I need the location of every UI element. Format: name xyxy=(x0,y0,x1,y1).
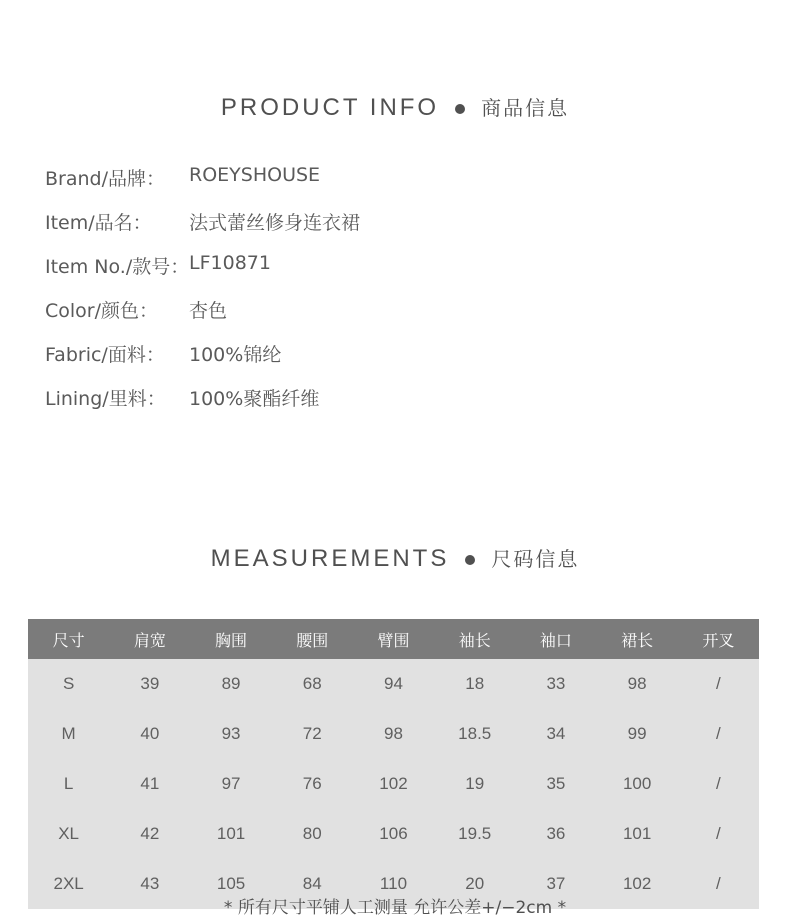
table-cell: 102 xyxy=(597,859,678,909)
table-cell: 84 xyxy=(272,859,353,909)
table-header-row xyxy=(28,619,759,659)
table-cell: 101 xyxy=(190,809,271,859)
table-cell: M xyxy=(28,709,109,759)
measurements-title-cn: 尺码信息 xyxy=(491,547,580,571)
table-cell: 19.5 xyxy=(434,809,515,859)
info-value: ROEYSHOUSE xyxy=(189,164,321,186)
table-cell: 97 xyxy=(190,759,271,809)
table-cell: / xyxy=(678,659,759,709)
column-header: 袖口 xyxy=(515,619,596,659)
info-label: Lining/里料： xyxy=(45,388,166,410)
table-cell: 94 xyxy=(353,659,434,709)
info-label: Brand/品牌： xyxy=(45,168,165,190)
table-cell: 2XL xyxy=(28,859,109,909)
product-info-title-en: PRODUCT INFO xyxy=(220,94,440,121)
product-info-heading xyxy=(0,92,790,122)
table-cell: 106 xyxy=(353,809,434,859)
table-cell: 34 xyxy=(515,709,596,759)
table-cell: 98 xyxy=(353,709,434,759)
table-cell: 42 xyxy=(109,809,190,859)
table-cell: 80 xyxy=(272,809,353,859)
table-cell: / xyxy=(678,859,759,909)
table-cell: 19 xyxy=(434,759,515,809)
info-label: Fabric/面料： xyxy=(45,344,165,366)
info-label: Item No./款号： xyxy=(45,256,190,278)
table-cell: 36 xyxy=(515,809,596,859)
table-cell: 20 xyxy=(434,859,515,909)
table-row xyxy=(28,809,759,859)
table-row xyxy=(28,709,759,759)
info-value: 杏色 xyxy=(189,300,228,322)
table-row xyxy=(28,759,759,809)
table-row xyxy=(28,659,759,709)
table-cell: XL xyxy=(28,809,109,859)
table-cell: 40 xyxy=(109,709,190,759)
table-cell: 37 xyxy=(515,859,596,909)
column-header: 腰围 xyxy=(272,619,353,659)
table-cell: 89 xyxy=(190,659,271,709)
table-cell: 98 xyxy=(597,659,678,709)
table-cell: 105 xyxy=(190,859,271,909)
table-cell: 41 xyxy=(109,759,190,809)
table-cell: 72 xyxy=(272,709,353,759)
table-cell: / xyxy=(678,709,759,759)
table-cell: 99 xyxy=(597,709,678,759)
table-cell: L xyxy=(28,759,109,809)
table-cell: / xyxy=(678,759,759,809)
table-cell: 102 xyxy=(353,759,434,809)
table-cell: 101 xyxy=(597,809,678,859)
info-value: 100%锦纶 xyxy=(189,344,282,366)
info-label: Item/品名： xyxy=(45,212,152,234)
table-cell: 43 xyxy=(109,859,190,909)
table-cell: 33 xyxy=(515,659,596,709)
tolerance-note: * 所有尺寸平铺人工测量 允许公差+/−2cm * xyxy=(223,898,567,918)
bullet-dot-icon xyxy=(465,555,475,565)
measurements-title-en: MEASUREMENTS xyxy=(210,545,450,572)
size-chart-table xyxy=(28,619,759,909)
table-cell: 39 xyxy=(109,659,190,709)
table-cell: S xyxy=(28,659,109,709)
info-label: Color/颜色： xyxy=(45,300,159,322)
table-cell: 35 xyxy=(515,759,596,809)
info-value: 100%聚酯纤维 xyxy=(189,388,320,410)
column-header: 臂围 xyxy=(353,619,434,659)
table-cell: 100 xyxy=(597,759,678,809)
info-value: 法式蕾丝修身连衣裙 xyxy=(189,212,361,234)
measurements-heading xyxy=(0,543,790,573)
table-cell: 18.5 xyxy=(434,709,515,759)
table-cell: 93 xyxy=(190,709,271,759)
table-cell: 68 xyxy=(272,659,353,709)
column-header: 肩宽 xyxy=(109,619,190,659)
column-header: 裙长 xyxy=(597,619,678,659)
column-header: 袖长 xyxy=(434,619,515,659)
table-cell: / xyxy=(678,809,759,859)
table-cell: 18 xyxy=(434,659,515,709)
column-header: 尺寸 xyxy=(28,619,109,659)
info-value: LF10871 xyxy=(189,252,271,274)
column-header: 胸围 xyxy=(190,619,271,659)
column-header: 开叉 xyxy=(678,619,759,659)
product-info-title-cn: 商品信息 xyxy=(481,96,570,120)
table-cell: 110 xyxy=(353,859,434,909)
bullet-dot-icon xyxy=(455,104,465,114)
table-cell: 76 xyxy=(272,759,353,809)
